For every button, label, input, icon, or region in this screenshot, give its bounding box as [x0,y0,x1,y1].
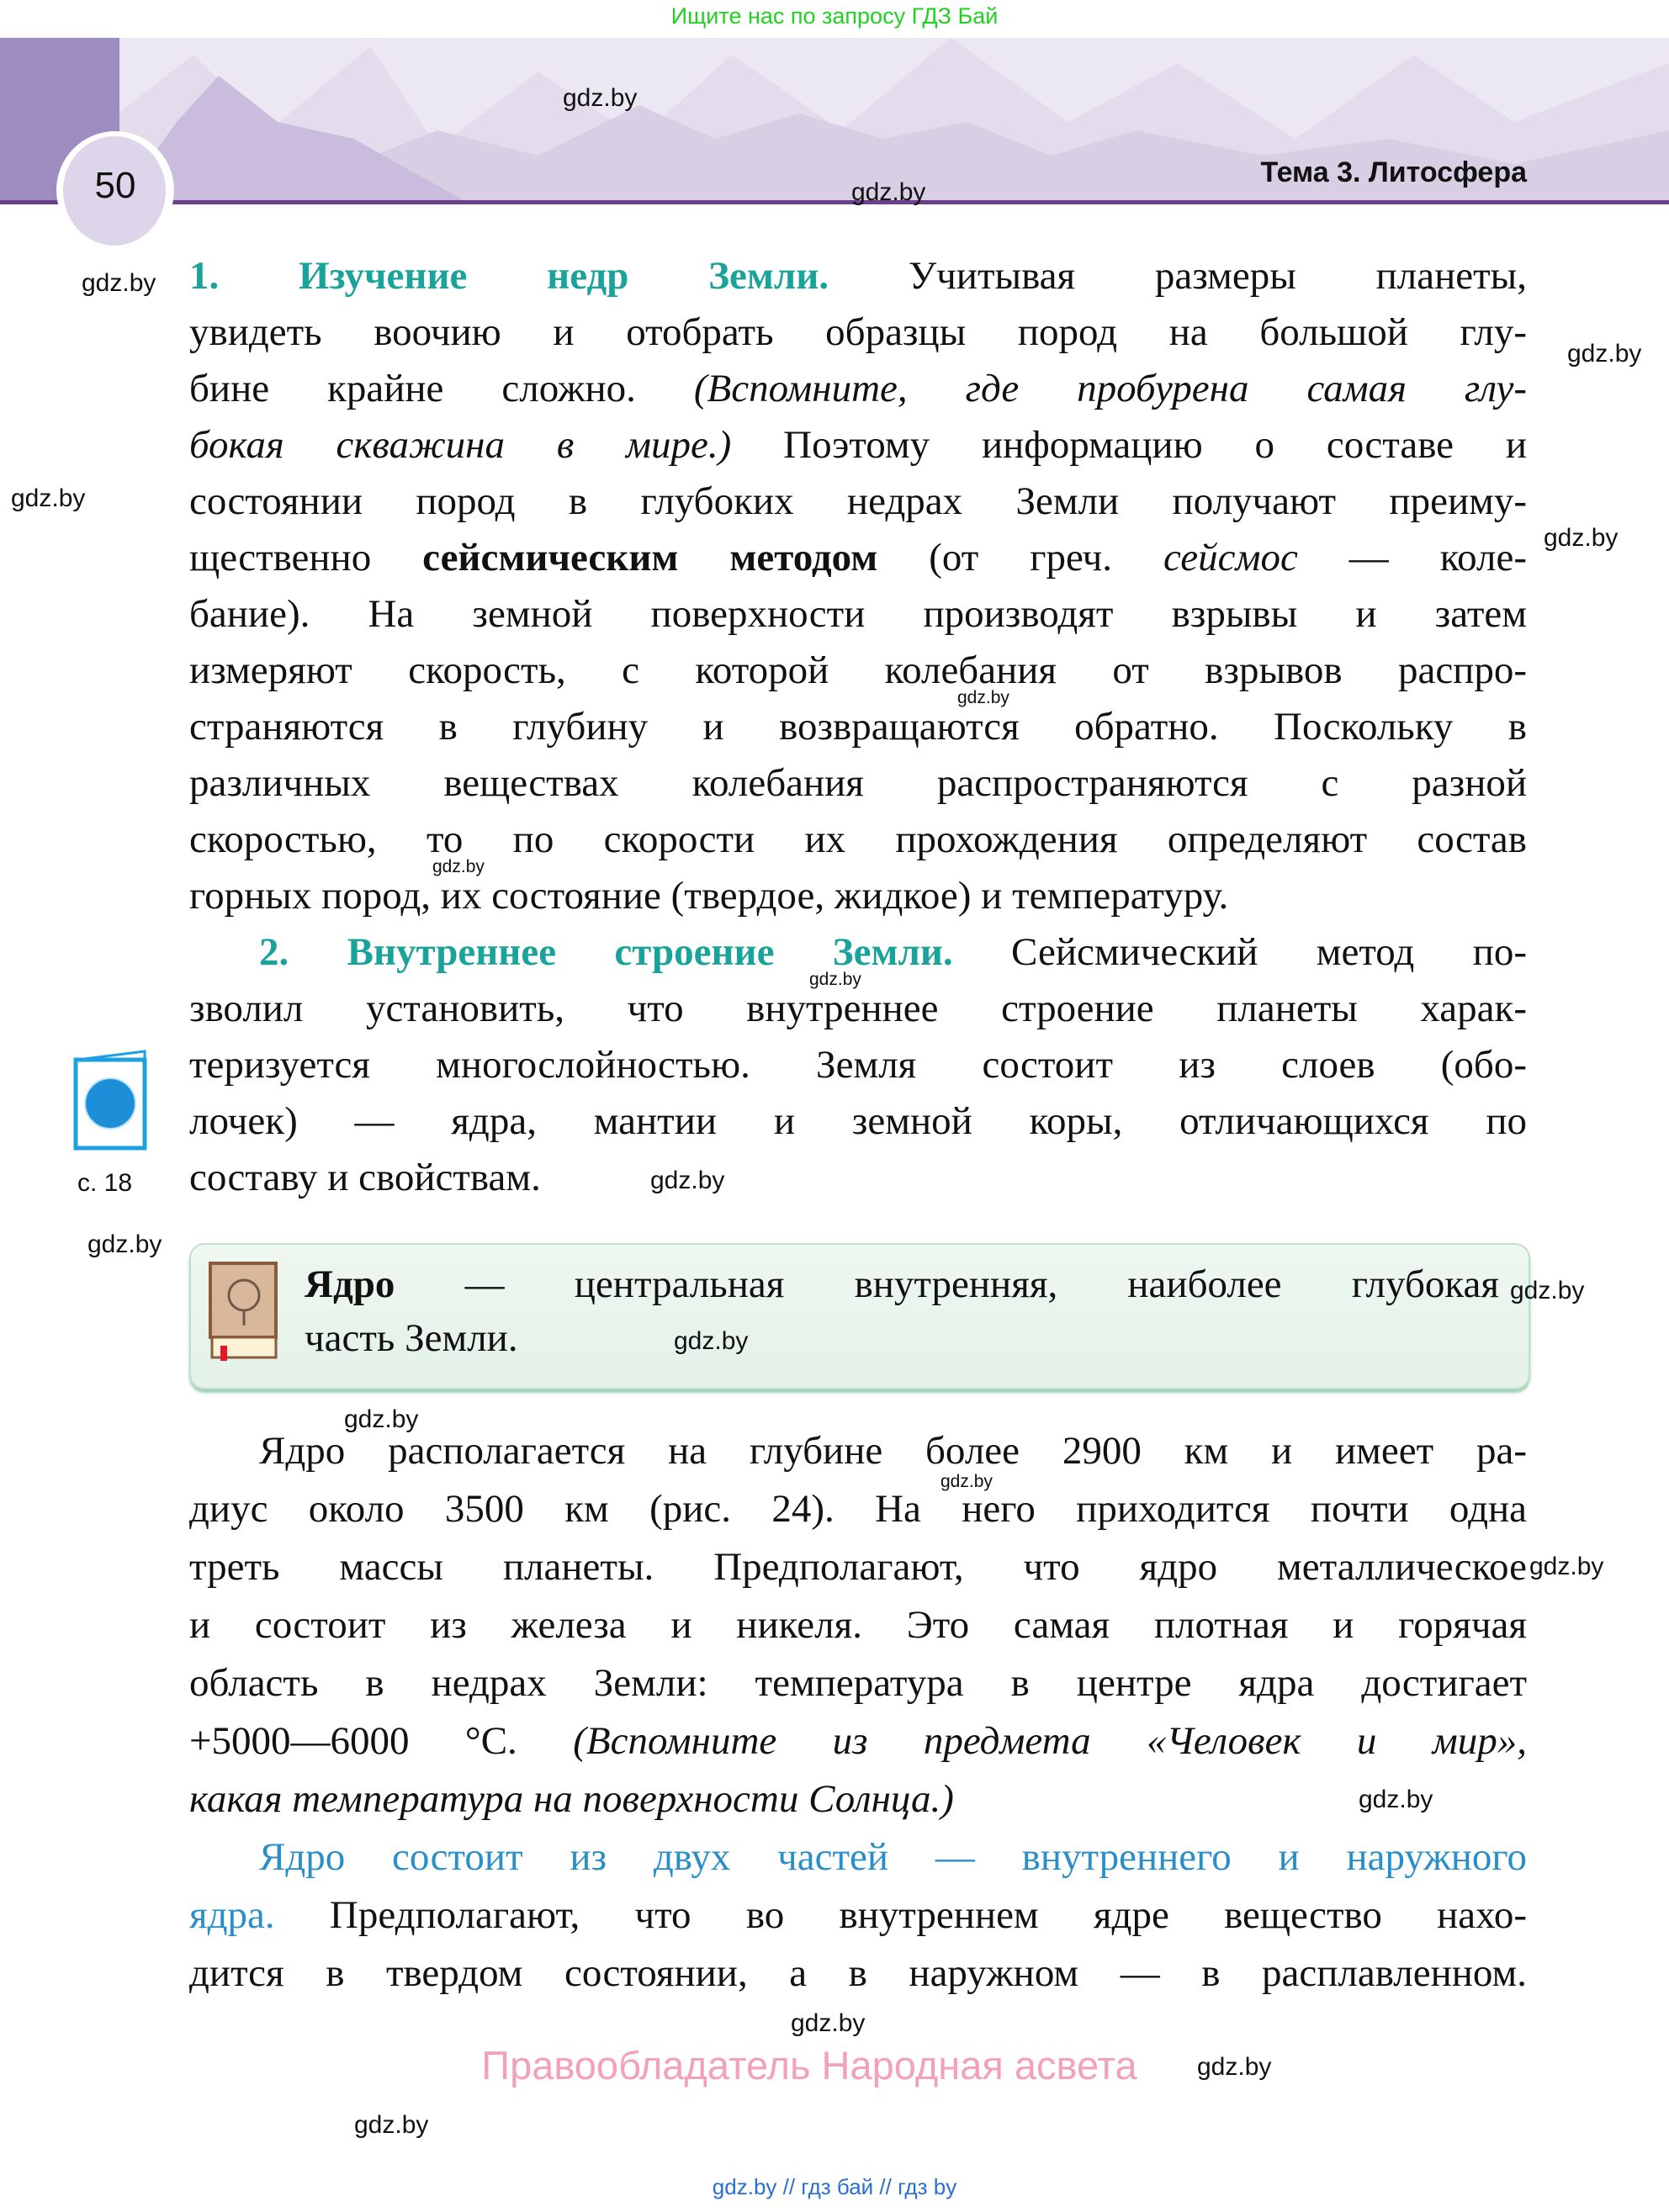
text-line [189,1945,1527,2002]
text-line [189,699,1527,755]
text-segment: различных веществах колебания распространяются с разной [189,761,1527,805]
text-line-content [305,1310,1499,1367]
globe-book-icon[interactable] [73,1050,149,1151]
text-line-content [189,474,1527,530]
text-segment: теризуется многослойностью. Земля состоит из слоев (обо- [189,1043,1527,1087]
page-reference[interactable]: с. 18 [77,1169,133,1197]
blue-text: ядра. [189,1893,275,1937]
watermark: gdz.by [1544,524,1619,552]
text-line [189,248,1527,304]
watermark: gdz.by [344,1405,419,1433]
copyright-text: Правообладатель Народная асвета [481,2043,1137,2088]
book-globe-icon [209,1262,278,1361]
text-line-content [259,1829,1527,1886]
text-segment: лочек) — ядра, мантии и земной коры, отличающихся по [189,1099,1527,1143]
text-line-content [305,1257,1499,1313]
heading-text: 2. Внутреннее строение Земли. [259,930,953,974]
text-segment: зволил установить, что внутреннее строение планеты харак- [189,987,1527,1030]
text-line [189,1093,1527,1150]
topic-title: Тема 3. Литосфера [1260,156,1527,188]
text-line-content [189,1713,1527,1770]
text-segment: горных пород, их состояние (твердое, жидкое) и температуру. [189,874,1229,918]
text-line [189,586,1527,643]
text-line [189,1597,1527,1654]
watermark: gdz.by [82,269,156,297]
watermark: gdz.by [851,178,926,206]
text-line-content [189,586,1527,643]
text-line [189,755,1527,812]
watermark: gdz.by [1359,1786,1433,1813]
text-line [189,1713,1527,1770]
text-line-content [189,1887,1527,1944]
text-line [189,643,1527,699]
text-line [189,1887,1527,1944]
text-line-content [189,248,1527,304]
text-line [189,417,1527,474]
text-line [189,1481,1527,1537]
text-line [189,304,1527,361]
text-line [189,1539,1527,1595]
text-segment: +5000—6000 °C. [189,1719,574,1763]
text-line-content [189,1093,1527,1150]
watermark: gdz.by [563,84,638,112]
page-number: 50 [94,165,136,206]
watermark: gdz.by [1197,2053,1272,2081]
text-line-content [189,1539,1527,1595]
watermark: gdz.by [1567,340,1642,368]
italic-text: сейсмос [1163,536,1298,579]
text-segment: область в недрах Земли: температура в центре ядра достигает [189,1661,1527,1705]
watermark: gdz.by [1529,1553,1604,1580]
text-segment: — центральная внутренняя, наиболее глубокая [395,1262,1499,1306]
watermark: gdz.by [11,484,86,512]
italic-text: бокая скважина в мире.) [189,423,732,467]
text-segment: щественно [189,536,423,579]
text-line-content [189,304,1527,361]
watermark: gdz.by [674,1327,749,1355]
text-line-content [189,1597,1527,1654]
watermark: gdz.by [957,688,1009,707]
text-line-content [189,755,1527,812]
text-line-content [189,1150,1527,1206]
text-segment: Предполагают, что во внутреннем ядре вещество нахо- [274,1893,1527,1937]
watermark: gdz.by [650,1167,725,1194]
text-segment: бание). На земной поверхности производят взрывы и затем [189,592,1527,636]
search-hint-banner: Ищите нас по запросу ГДЗ Бай [670,3,999,29]
text-segment: составу и свойствам. [189,1156,541,1199]
text-line [189,361,1527,417]
text-line [189,1655,1527,1712]
italic-text: какая температура на поверхности Солнца.) [189,1777,954,1821]
text-segment: Сейсмический метод по- [952,930,1527,974]
header-divider [0,200,1669,204]
text-line-content [189,1481,1527,1537]
text-line-content [189,361,1527,417]
text-line [189,530,1527,586]
watermark: gdz.by [87,1230,162,1258]
text-line [259,1423,1527,1479]
bold-text: Ядро [305,1262,395,1306]
text-line [189,1771,1527,1828]
text-line-content [189,1945,1527,2002]
watermark: gdz.by [354,2111,429,2139]
text-segment: (от греч. [877,536,1163,579]
text-line [259,1829,1527,1886]
text-line-content [189,868,1527,924]
watermark: gdz.by [1510,1277,1585,1304]
text-line-content [189,1655,1527,1712]
text-line [189,474,1527,530]
text-line [189,1150,1527,1206]
watermark: gdz.by [809,970,861,989]
text-segment: Ядро располагается на глубине более 2900 км и имеет ра- [259,1429,1527,1473]
definition-box [189,1243,1530,1389]
text-line-content [189,417,1527,474]
text-segment: увидеть воочию и отобрать образцы пород на большой глу- [189,310,1527,354]
text-segment: дится в твердом состоянии, а в наружном — в расплавленном. [189,1951,1527,1995]
italic-text: (Вспомните, где пробурена самая глу- [693,367,1527,410]
text-line [189,812,1527,868]
text-line-content [189,812,1527,868]
text-line-content [189,1037,1527,1093]
text-line-content [189,530,1527,586]
copyright-notice [0,2042,1669,2088]
text-line [189,1037,1527,1093]
text-line-content [259,1423,1527,1479]
text-segment: — коле- [1297,536,1527,579]
text-segment: Поэтому информацию о составе и [731,423,1527,467]
text-line [305,1310,1499,1367]
footer-links[interactable]: gdz.by // гдз бай // гдз by [712,2174,957,2199]
text-segment: диус около 3500 км (рис. 24). На него приходится почти одна [189,1487,1527,1531]
text-segment: и состоит из железа и никеля. Это самая плотная и горячая [189,1603,1527,1647]
text-line-content [259,924,1527,981]
text-line [189,868,1527,924]
bold-text: сейсмическим методом [422,536,878,579]
text-segment: часть Земли. [305,1316,518,1360]
text-line [259,924,1527,981]
text-line-content [189,1771,1527,1828]
heading-text: 1. Изучение недр Земли. [189,254,829,298]
text-line-content [189,643,1527,699]
text-segment: бине крайне сложно. [189,367,694,410]
text-segment: состоянии пород в глубоких недрах Земли получают преиму- [189,479,1527,523]
text-segment: скоростью, то по скорости их прохождения определяют состав [189,818,1527,861]
italic-text: (Вспомните из предмета «Человек и мир», [573,1719,1527,1763]
watermark: gdz.by [791,2009,866,2037]
text-line [305,1257,1499,1313]
watermark: gdz.by [432,857,485,876]
blue-text: Ядро состоит из двух частей — внутреннего и наружного [259,1835,1527,1879]
text-segment: Учитывая размеры планеты, [829,254,1527,298]
text-segment: треть массы планеты. Предполагают, что ядро металлическое [189,1545,1527,1589]
watermark: gdz.by [940,1472,993,1491]
text-segment: измеряют скорость, с которой колебания от взрывов распро- [189,648,1527,692]
text-line-content [189,699,1527,755]
text-segment: страняются в глубину и возвращаются обратно. Поскольку в [189,705,1527,749]
